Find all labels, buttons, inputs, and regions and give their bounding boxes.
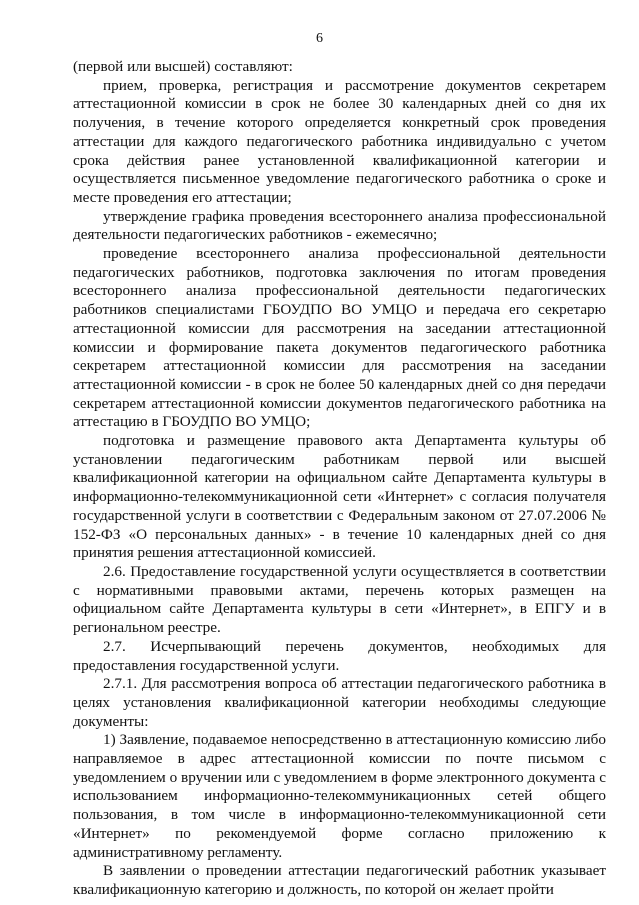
paragraph-item-1-application: 1) Заявление, подаваемое непосредственно в аттестационную комиссию либо направляемое в адрес аттестационной комиссии по почте письмом с уведомлением о вручении или с уведомлением в форме электронного документа с использованием информационно-телекоммуникационных сетей общего пользования, в том числе в информационно-телекоммуникационной сети «Интернет» по рекомендуемой форме согласно приложению к административному регламенту.: [73, 731, 606, 861]
paragraph-legal-act-publication: подготовка и размещение правового акта Департамента культуры об установлении педагогическим работникам первой или высшей квалификационной категории на официальном сайте Департамента культуры в информационно-телекоммуникационной сети «Интернет» с согласия получателя государственной услуги в соответствии с Федеральным законом от 27.07.2006 № 152-ФЗ «О персональных данных» - в течение 10 календарных дней со дня принятия решения аттестационной комиссией.: [73, 432, 606, 562]
paragraph-section-2-6: 2.6. Предоставление государственной услуги осуществляется в соответствии с нормативными правовыми актами, перечень которых размещен на официальном сайте Департамента культуры в сети «Интернет», в ЕПГУ и в региональном реестре.: [73, 562, 606, 637]
paragraph-section-2-7: 2.7. Исчерпывающий перечень документов, необходимых для предоставления государственной услуги.: [73, 637, 606, 674]
paragraph-section-2-7-1: 2.7.1. Для рассмотрения вопроса об аттестации педагогического работника в целях установления квалификационной категории необходимы следующие документы:: [73, 675, 606, 730]
paragraph-document-intake: прием, проверка, регистрация и рассмотрение документов секретарем аттестационной комиссии в срок не более 30 календарных дней со дня их получения, в течение которого определяется конкретный срок проведения аттестации для каждого педагогического работника индивидуально с учетом срока действия ранее установленной квалификационной категории и осуществляется письменное уведомление педагогического работника о сроке и месте проведения его аттестации;: [73, 76, 606, 206]
paragraph-professional-analysis: проведение всестороннего анализа профессиональной деятельности педагогических работников, подготовка заключения по итогам проведения всестороннего анализа профессиональной деятельности педагогических работников специалистами ГБОУДПО ВО УМЦО и передача его секретарю аттестационной комиссии для рассмотрения на заседании аттестационной комиссии и формирование пакета документов педагогического работника секретарем аттестационной комиссии для рассмотрения на заседании аттестационной комиссии - в срок не более 50 календарных дней со дня передачи секретарем аттестационной комиссии документов педагогического работника на аттестацию в ГБОУДПО ВО УМЦО;: [73, 245, 606, 431]
page-number: 6: [316, 31, 323, 46]
paragraph-continuation: (первой или высшей) составляют:: [73, 58, 293, 75]
paragraph-schedule-approval: утверждение графика проведения всестороннего анализа профессиональной деятельности педагогических работников - ежемесячно;: [73, 207, 606, 244]
paragraph-application-content: В заявлении о проведении аттестации педагогический работник указывает квалификационную категорию и должность, по которой он желает пройти: [73, 862, 606, 898]
document-body: [73, 58, 606, 900]
